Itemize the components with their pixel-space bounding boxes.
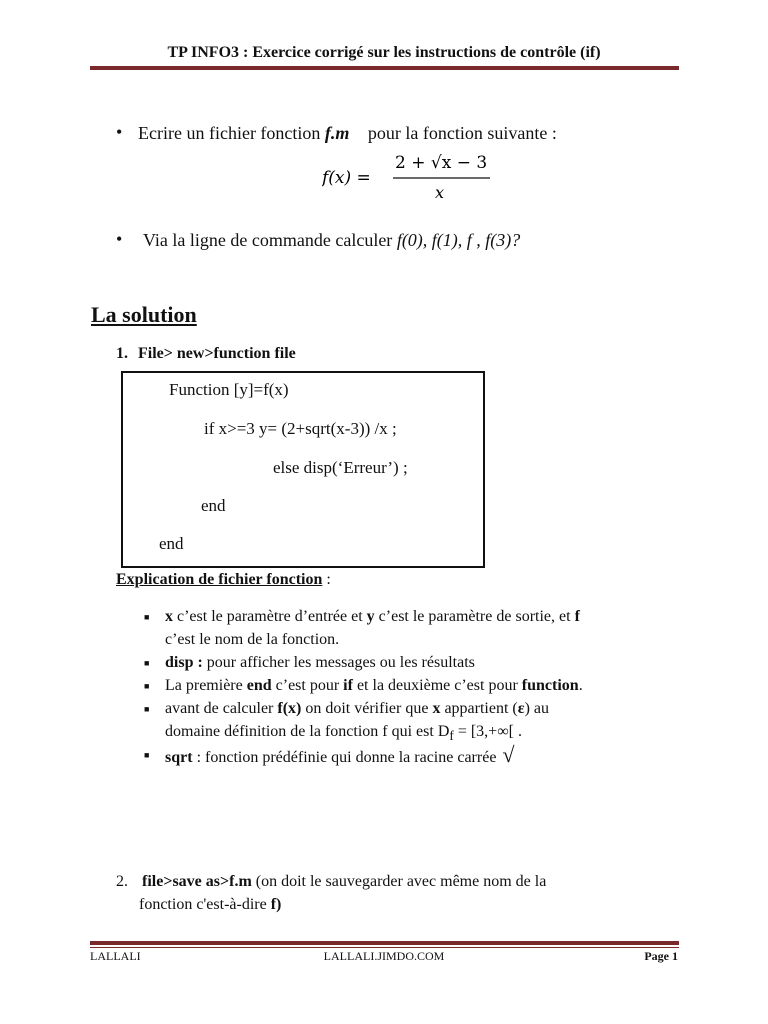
explanation-item bbox=[165, 743, 515, 769]
list-bullet-square: ■ bbox=[144, 658, 150, 668]
list-bullet-square: ■ bbox=[144, 704, 150, 714]
explanation-item bbox=[165, 697, 549, 720]
item-text: La première bbox=[165, 677, 247, 694]
question-1-file: f.m bbox=[324, 123, 350, 143]
explanation-title-text: Explication de fichier fonction bbox=[116, 571, 323, 588]
code-line-4: end bbox=[201, 496, 226, 515]
footer-rule-thick bbox=[90, 941, 679, 945]
bullet-1-dot: • bbox=[116, 122, 123, 142]
footer-rule-thin bbox=[90, 947, 679, 948]
step-2-bold: file>save as>f.m bbox=[142, 873, 252, 890]
list-bullet-square: ■ bbox=[144, 750, 150, 760]
step-2-number: 2. bbox=[116, 873, 128, 890]
explanation-title bbox=[116, 571, 331, 589]
item-text: function bbox=[521, 677, 579, 694]
item-text: : fonction prédéfinie qui donne la racine carrée bbox=[192, 749, 501, 766]
item-text: f bbox=[574, 608, 580, 625]
formula-lhs: f(x) = bbox=[322, 168, 371, 188]
item-text: x bbox=[165, 608, 173, 625]
code-line-3: else disp(‘Erreur’) ; bbox=[273, 458, 408, 477]
item-text: sqrt bbox=[165, 749, 193, 766]
item-text: c’est le paramètre de sortie, et bbox=[374, 608, 575, 625]
item-text: end bbox=[246, 677, 272, 694]
explanation-item bbox=[165, 605, 580, 628]
step-1 bbox=[116, 345, 296, 363]
question-1-suffix: pour la fonction suivante : bbox=[367, 123, 557, 143]
footer-page: Page 1 bbox=[644, 949, 678, 963]
question-1-prefix: Ecrire un fichier fonction bbox=[138, 123, 325, 143]
explanation-item bbox=[165, 674, 583, 697]
explanation-item bbox=[165, 651, 475, 674]
footer-left: LALLALI bbox=[90, 949, 141, 963]
step-1-text: File> new>function file bbox=[138, 345, 296, 362]
question-1 bbox=[138, 123, 557, 144]
item-text: pour afficher les messages ou les résultats bbox=[202, 654, 475, 671]
formula-svg bbox=[322, 150, 494, 202]
page-header-title: TP INFO3 : Exercice corrigé sur les instructions de contrôle (if) bbox=[167, 44, 601, 61]
step-1-number: 1. bbox=[116, 345, 128, 362]
step-2-continuation bbox=[139, 896, 281, 914]
item-text: c’est pour bbox=[271, 677, 344, 694]
item-text: ) au bbox=[524, 700, 550, 717]
item-text: y bbox=[366, 608, 375, 625]
question-2-text: Via la ligne de commande calculer bbox=[143, 230, 397, 250]
explanation-item-continuation: c’est le nom de la fonction. bbox=[165, 631, 340, 648]
formula-numerator: 2 + √x − 3 bbox=[395, 153, 488, 173]
step-2-cont-bold: f) bbox=[270, 896, 282, 913]
item-text: ε bbox=[517, 700, 525, 717]
footer-center: LALLALI.JIMDO.COM bbox=[323, 949, 445, 963]
list-bullet-square: ■ bbox=[144, 612, 150, 622]
bullet-2-dot: • bbox=[116, 229, 123, 249]
item-text: c’est le paramètre d’entrée et bbox=[173, 608, 367, 625]
item-text: x bbox=[432, 700, 441, 717]
item-text: disp : bbox=[165, 654, 203, 671]
item-text: if bbox=[343, 677, 353, 694]
solution-title: La solution bbox=[91, 302, 197, 327]
item-text: appartient ( bbox=[440, 700, 518, 717]
step-2-rest: (on doit le sauvegarder avec même nom de la bbox=[251, 873, 547, 890]
sqrt-symbol: √ bbox=[502, 742, 515, 767]
question-2 bbox=[143, 230, 520, 251]
item-text: avant de calculer bbox=[165, 700, 278, 717]
formula-denominator: x bbox=[435, 183, 445, 202]
item-text: et la deuxième c’est pour bbox=[352, 677, 522, 694]
explanation-item-continuation: domaine définition de la fonction f qui est $D_f = [3,+\infty$[ . bbox=[165, 723, 522, 744]
formula bbox=[322, 150, 494, 202]
step-2 bbox=[116, 873, 546, 891]
code-line-2: if x>=3 y= (2+sqrt(x-3)) /x ; bbox=[204, 419, 397, 438]
item-text: . bbox=[578, 677, 583, 694]
question-2-calls: f(0), f(1), f , f(3)? bbox=[396, 230, 521, 250]
item-text: on doit vérifier que bbox=[301, 700, 433, 717]
item-text: f(x) bbox=[277, 700, 302, 717]
code-line-5: end bbox=[159, 534, 184, 553]
code-line-1: Function [y]=f(x) bbox=[169, 380, 289, 399]
header-rule bbox=[90, 66, 679, 70]
list-bullet-square: ■ bbox=[144, 681, 150, 691]
explanation-title-colon: : bbox=[322, 571, 331, 588]
step-2-cont-prefix: fonction c'est-à-dire bbox=[139, 896, 271, 913]
